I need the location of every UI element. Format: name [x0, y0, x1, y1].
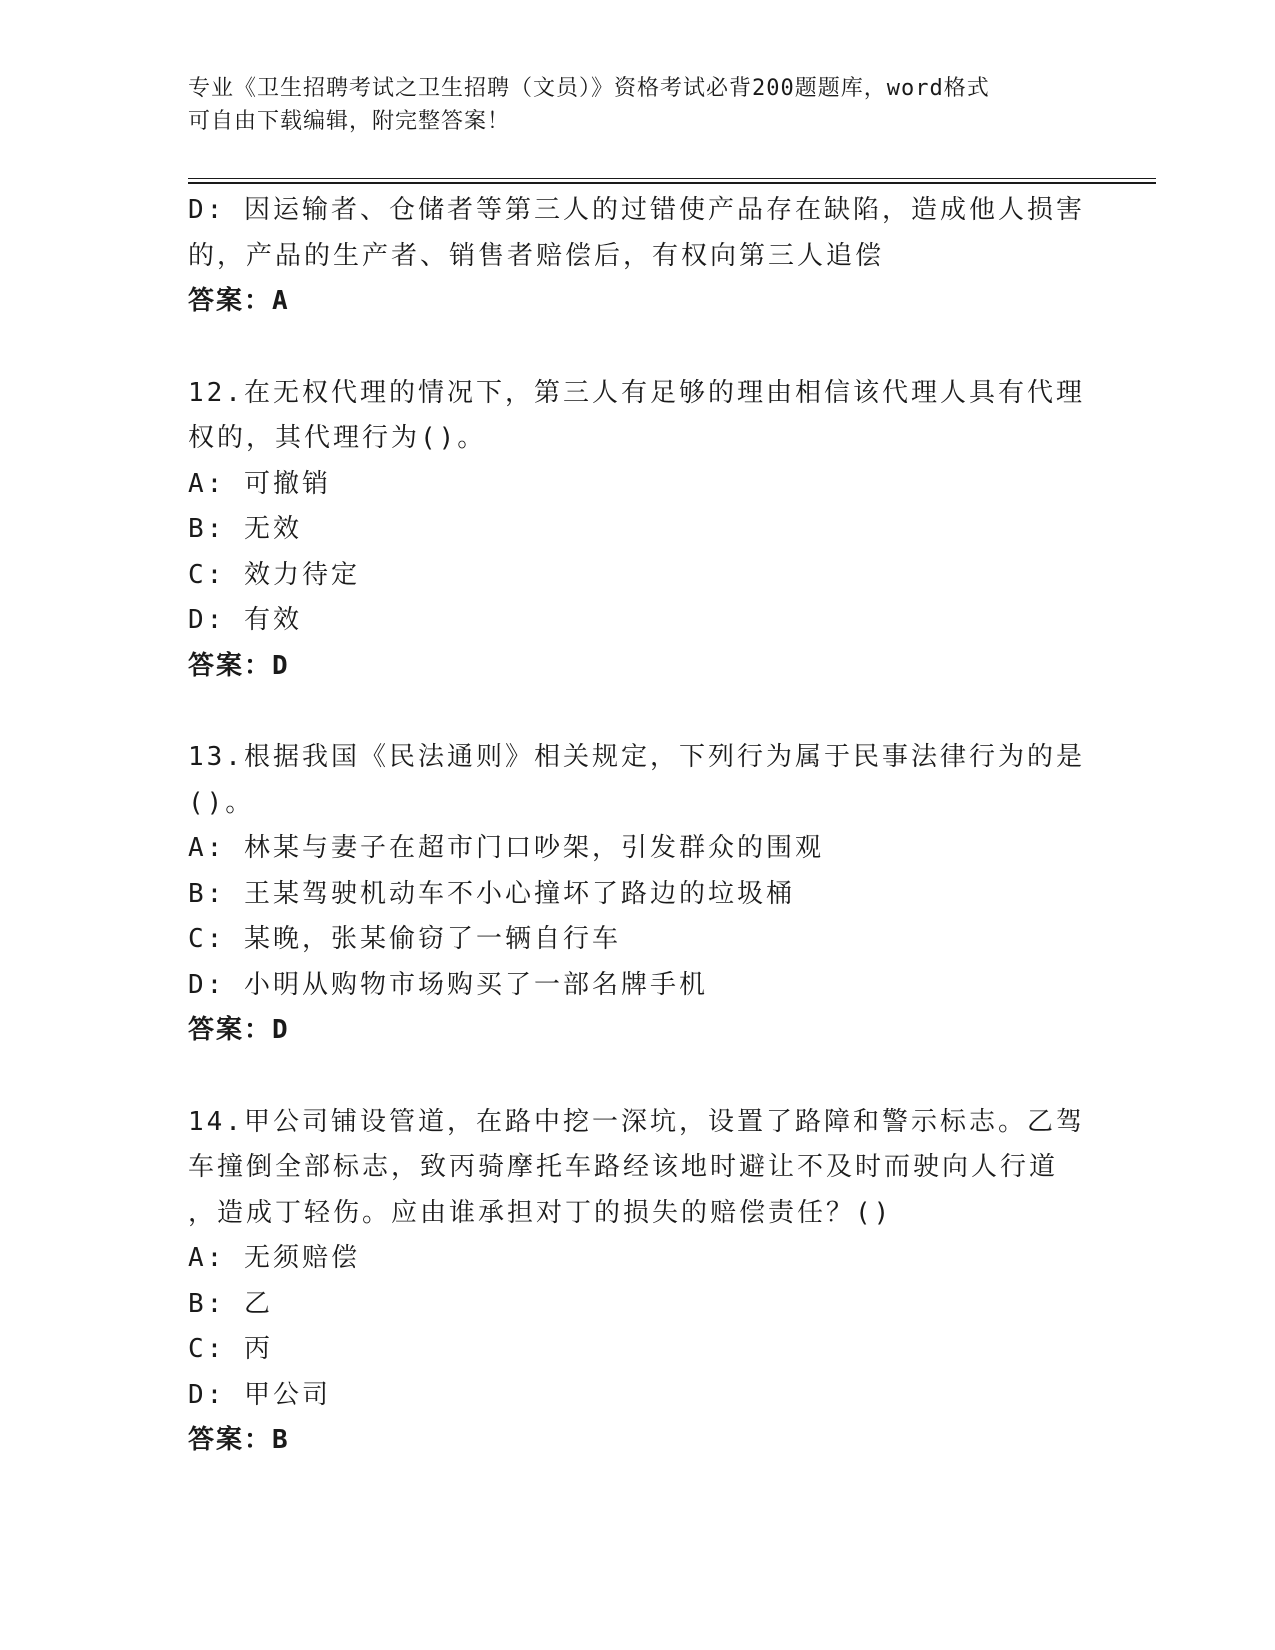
question-stem-line: ，造成丁轻伤。应由谁承担对丁的损失的赔偿责任？() — [188, 1197, 893, 1228]
option-d-line: D: 因运输者、仓储者等第三人的过错使产品存在缺陷，造成他人损害 — [188, 195, 1085, 225]
option-d-line: 的，产品的生产者、销售者赔偿后，有权向第三人追偿 — [188, 240, 885, 271]
option-c: C: 丙 — [188, 1334, 273, 1364]
question-stem-line: 权的，其代理行为()。 — [188, 423, 487, 453]
question-stem-line: 12.在无权代理的情况下，第三人有足够的理由相信该代理人具有代理 — [188, 377, 1085, 408]
question-gap — [188, 689, 1088, 735]
option-d: D: 有效 — [188, 605, 302, 635]
question-stem-line: ()。 — [188, 787, 255, 818]
question-content — [188, 188, 1088, 1464]
question-12 — [188, 371, 1088, 690]
option-b: B: 王某驾驶机动车不小心撞坏了路边的垃圾桶 — [188, 878, 795, 909]
answer-line: 答案：B — [188, 1425, 290, 1455]
option-c: C: 某晚，张某偷窃了一辆自行车 — [188, 924, 621, 954]
option-d: D: 小明从购物市场购买了一部名牌手机 — [188, 969, 708, 1000]
option-a: A: 可撤销 — [188, 468, 331, 499]
document-header — [188, 72, 1068, 138]
question-gap — [188, 325, 1088, 371]
continued-question-11 — [188, 188, 1088, 325]
answer-line: 答案：A — [188, 286, 290, 316]
header-title-line-2: 可自由下载编辑，附完整答案！ — [188, 109, 511, 134]
option-b: B: 乙 — [188, 1288, 273, 1319]
header-title-line-1: 专业《卫生招聘考试之卫生招聘（文员）》资格考试必背200题题库，word格式 — [188, 76, 990, 101]
question-stem-line: 14.甲公司铺设管道，在路中挖一深坑，设置了路障和警示标志。乙驾 — [188, 1106, 1085, 1137]
question-stem-line: 13.根据我国《民法通则》相关规定，下列行为属于民事法律行为的是 — [188, 742, 1085, 772]
option-a: A: 无须赔偿 — [188, 1243, 360, 1273]
option-b: B: 无效 — [188, 514, 302, 544]
header-divider — [188, 178, 1156, 184]
option-c: C: 效力待定 — [188, 559, 360, 590]
option-a: A: 林某与妻子在超市门口吵架，引发群众的围观 — [188, 833, 824, 863]
answer-line: 答案：D — [188, 650, 290, 681]
question-14 — [188, 1100, 1088, 1464]
question-gap — [188, 1054, 1088, 1100]
question-13 — [188, 735, 1088, 1054]
answer-line: 答案：D — [188, 1015, 290, 1045]
option-d: D: 甲公司 — [188, 1379, 331, 1410]
question-stem-line: 车撞倒全部标志，致丙骑摩托车路经该地时避让不及时而驶向人行道 — [188, 1152, 1059, 1182]
